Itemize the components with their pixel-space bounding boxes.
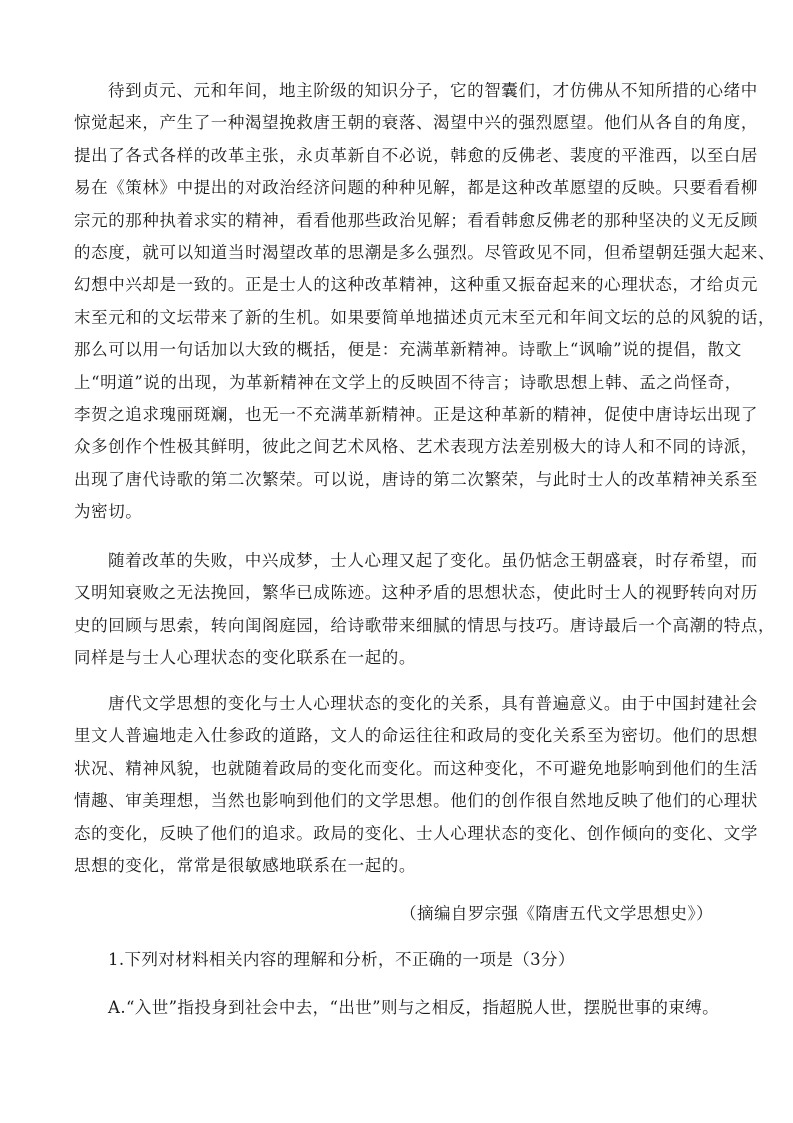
text-line: 待到贞元、元和年间，地主阶级的知识分子，它的智囊们，才仿佛从不知所措的心绪中	[108, 81, 758, 100]
text-line: 众多创作个性极其鲜明，彼此之间艺术风格、艺术表现方法差别极大的诗人和不同的诗派，	[74, 437, 758, 457]
text-line: 那么可以用一句话加以大致的概括，便是：充满革新精神。诗歌上“讽喻”说的提倡，散文	[74, 340, 742, 360]
question-1-option-a: A.“入世”指投身到社会中去，“出世”则与之相反，指超脱人世，摆脱世事的束缚。	[108, 998, 720, 1017]
text-line: 为密切。	[74, 502, 143, 522]
text-line: 态的变化，反映了他们的追求。政局的变化、士人心理状态的变化、创作倾向的变化、文学	[74, 823, 758, 843]
question-1-prompt: 1.下列对材料相关内容的理解和分析，不正确的一项是（3分）	[108, 950, 575, 969]
text-line: 里文人普遍地走入仕参政的道路，文人的命运往往和政局的变化关系至为密切。他们的思想	[74, 726, 758, 746]
text-line: 同样是与士人心理状态的变化联系在一起的。	[74, 648, 416, 668]
paragraph-1	[74, 75, 776, 529]
text-line: 宗元的那种执着求实的精神，看看他那些政治见解；看看韩愈反佛老的那种坚决的义无反顾	[74, 210, 758, 230]
text-line: 上“明道”说的出现，为革新精神在文学上的反映固不待言；诗歌思想上韩、孟之尚怪奇，	[74, 372, 742, 392]
text-line: 李贺之追求瑰丽斑斓，也无一不充满革新精神。正是这种革新的精神，促使中唐诗坛出现了	[74, 405, 758, 425]
text-line: 出现了唐代诗歌的第二次繁荣。可以说，唐诗的第二次繁荣，与此时士人的改革精神关系至	[74, 469, 758, 489]
text-line: 情趣、审美理想，当然也影响到他们的文学思想。他们的创作很自然地反映了他们的心理状	[74, 791, 758, 811]
paragraph-3	[74, 688, 758, 882]
text-line: 幻想中兴却是一致的。正是士人的这种改革精神，这种重又振奋起来的心理状态，才给贞元	[74, 275, 758, 295]
text-line: 状况、精神风貌，也就随着政局的变化而变化。而这种变化，不可避免地影响到他们的生活	[74, 758, 758, 778]
text-line: 唐代文学思想的变化与士人心理状态的变化的关系，具有普遍意义。由于中国封建社会	[108, 694, 758, 713]
text-line: 易在《策林》中提出的对政治经济问题的种种见解，都是这种改革愿望的反映。只要看看柳	[74, 178, 758, 198]
text-line: 提出了各式各样的改革主张，永贞革新自不必说，韩愈的反佛老、裴度的平淮西，以至白居	[74, 145, 758, 165]
text-line: 惊觉起来，产生了一种渴望挽救唐王朝的衰落、渴望中兴的强烈愿望。他们从各自的角度，	[74, 113, 758, 133]
text-line: 的态度，就可以知道当时渴望改革的思潮是多么强烈。尽管政见不同，但希望朝廷强大起来、	[74, 243, 776, 263]
text-line: 又明知衰败之无法挽回，繁华已成陈迹。这种矛盾的思想状态，使此时士人的视野转向对历	[74, 583, 758, 603]
text-line: 思想的变化，常常是很敏感地联系在一起的。	[74, 856, 416, 876]
text-line: 史的回顾与思索，转向闺阁庭园，给诗歌带来细腻的情思与技巧。唐诗最后一个高潮的特点，	[74, 615, 776, 635]
source-citation: （摘编自罗宗强《隋唐五代文学思想史》）	[400, 904, 713, 923]
text-line: 随着改革的失败，中兴成梦，士人心理又起了变化。虽仍惦念王朝盛衰，时存希望，而	[108, 551, 758, 570]
text-line: 末至元和的文坛带来了新的生机。如果要简单地描述贞元末至元和年间文坛的总的风貌的话，	[74, 307, 776, 327]
paragraph-2	[74, 545, 776, 675]
